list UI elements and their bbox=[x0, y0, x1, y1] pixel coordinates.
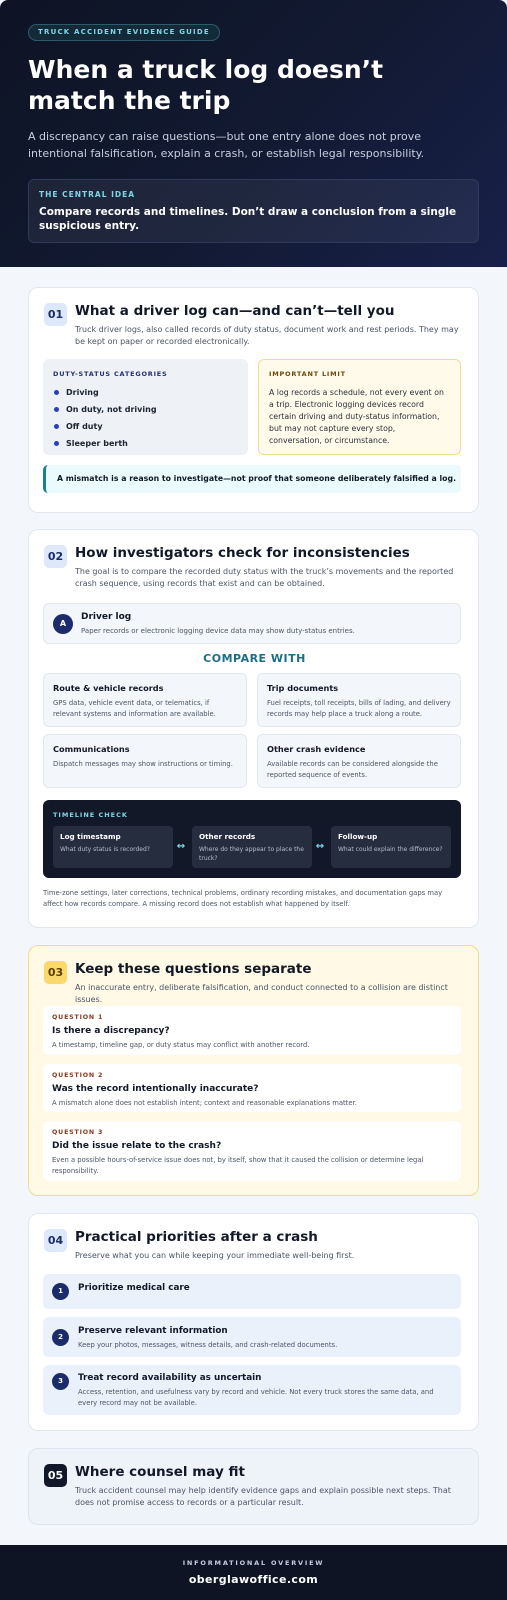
evidence-card-other bbox=[257, 734, 461, 788]
timeline-label: TIMELINE CHECK bbox=[53, 811, 128, 819]
section-number: 02 bbox=[44, 545, 67, 568]
step-desc: What duty status is recorded? bbox=[60, 846, 150, 853]
priority-item-1 bbox=[43, 1274, 461, 1309]
section-subtitle: Preserve what you can while keeping your immediate well-being first. bbox=[75, 1251, 355, 1260]
timeline-check-panel bbox=[43, 800, 461, 878]
double-arrow-icon: ↔ bbox=[315, 841, 325, 852]
section-title: Practical priorities after a crash bbox=[75, 1229, 318, 1245]
question-card-3 bbox=[43, 1121, 461, 1181]
duty-status-box bbox=[43, 359, 248, 455]
list-item: Sleeper berth bbox=[53, 435, 238, 452]
duty-status-label: DUTY-STATUS CATEGORIES bbox=[53, 370, 168, 378]
section-investigation-check bbox=[28, 529, 479, 928]
section-number: 01 bbox=[44, 303, 67, 326]
central-idea-label: THE CENTRAL IDEA bbox=[39, 190, 136, 199]
section-subtitle: An inaccurate entry, deliberate falsification, and conduct connected to a collision are distinct issues. bbox=[75, 983, 448, 1004]
priority-desc: Keep your photos, messages, witness details, and crash-related documents. bbox=[78, 1341, 338, 1349]
central-idea-box bbox=[28, 179, 479, 243]
evidence-card-route bbox=[43, 673, 247, 727]
question-card-2 bbox=[43, 1064, 461, 1112]
important-limit-box bbox=[258, 359, 461, 455]
timeline-step-followup bbox=[331, 826, 451, 868]
central-idea-text: Compare records and timelines. Don’t draw a conclusion from a single suspicious entry. bbox=[39, 206, 457, 232]
priority-title: Prioritize medical care bbox=[78, 1283, 190, 1293]
footer-site-link[interactable]: oberglawoffice.com bbox=[188, 1573, 319, 1586]
hero-banner bbox=[0, 0, 507, 267]
question-title: Was the record intentionally inaccurate? bbox=[52, 1084, 259, 1094]
question-desc: A timestamp, timeline gap, or duty status may conflict with another record. bbox=[52, 1041, 310, 1049]
section-driver-log-limits bbox=[28, 287, 479, 513]
step-title: Other records bbox=[199, 832, 256, 841]
section-subtitle: Truck driver logs, also called records of duty status, document work and rest periods. They may be kept on paper or recorded electronically. bbox=[75, 325, 459, 346]
question-desc: A mismatch alone does not establish intent; context and reasonable explanations matter. bbox=[52, 1099, 357, 1107]
page-title: When a truck log doesn’t match the trip bbox=[28, 55, 384, 115]
list-item: On duty, not driving bbox=[53, 401, 238, 418]
section-subtitle: Truck accident counsel may help identify evidence gaps and explain possible next steps. That does not promise access to records or a particular result. bbox=[75, 1486, 451, 1507]
section-number: 03 bbox=[44, 961, 67, 984]
question-label: QUESTION 1 bbox=[52, 1014, 104, 1021]
section-number: 04 bbox=[44, 1229, 67, 1252]
hero-subtitle: A discrepancy can raise questions—but one entry alone does not prove intentional falsification, explain a crash, or establish legal responsibility. bbox=[28, 130, 425, 160]
priority-desc: Access, retention, and usefulness vary by record and vehicle. Not every truck stores the same data, and every record may not be available. bbox=[78, 1388, 434, 1407]
records-note: Time-zone settings, later corrections, technical problems, ordinary recording mistakes, and documentation gaps may affect how records compare. A missing record does not establish what happened by itself. bbox=[43, 889, 443, 908]
evidence-title: Other crash evidence bbox=[267, 744, 366, 754]
evidence-title: Route & vehicle records bbox=[53, 683, 164, 693]
important-limit-label: IMPORTANT LIMIT bbox=[269, 370, 346, 378]
priority-title: Treat record availability as uncertain bbox=[78, 1373, 262, 1383]
timeline-step-log bbox=[53, 826, 173, 868]
section-practical-priorities bbox=[28, 1213, 479, 1431]
step-title: Log timestamp bbox=[60, 832, 121, 841]
priority-number: 1 bbox=[52, 1283, 69, 1300]
priority-title: Preserve relevant information bbox=[78, 1326, 228, 1336]
question-label: QUESTION 3 bbox=[52, 1129, 104, 1136]
section-title: How investigators check for inconsistencies bbox=[75, 545, 410, 561]
evidence-desc: Fuel receipts, toll receipts, bills of lading, and delivery records may help place a truck along a route. bbox=[267, 699, 451, 718]
section-separate-questions bbox=[28, 945, 479, 1196]
list-item: Driving bbox=[53, 384, 238, 401]
section-title: Where counsel may fit bbox=[75, 1464, 245, 1480]
section-title: Keep these questions separate bbox=[75, 961, 312, 977]
section-subtitle: The goal is to compare the recorded duty status with the truck’s movements and the reported crash sequence, using records that exist and can be obtained. bbox=[75, 567, 454, 588]
important-limit-text: A log records a schedule, not every event on a trip. Electronic logging devices record certain driving and duty-status information, but may not capture every stop, conversation, or circumstance. bbox=[269, 388, 444, 445]
timeline-step-other bbox=[192, 826, 312, 868]
evidence-title: Communications bbox=[53, 744, 130, 754]
priority-item-3 bbox=[43, 1365, 461, 1415]
step-title: Follow-up bbox=[338, 832, 378, 841]
question-label: QUESTION 2 bbox=[52, 1072, 104, 1079]
evidence-title: Trip documents bbox=[267, 683, 339, 693]
priority-number: 2 bbox=[52, 1329, 69, 1346]
double-arrow-icon: ↔ bbox=[176, 841, 186, 852]
duty-status-list bbox=[53, 384, 238, 452]
section-number: 05 bbox=[44, 1464, 67, 1487]
question-title: Did the issue relate to the crash? bbox=[52, 1141, 222, 1151]
step-desc: What could explain the difference? bbox=[338, 846, 443, 853]
section-title: What a driver log can—and can’t—tell you bbox=[75, 303, 395, 319]
evidence-desc: GPS data, vehicle event data, or telematics, if relevant systems and information are available. bbox=[53, 699, 216, 718]
evidence-desc: Available records can be considered alongside the reported sequence of events. bbox=[267, 760, 438, 779]
step-desc: Where do they appear to place the truck? bbox=[199, 846, 304, 862]
guide-badge: TRUCK ACCIDENT EVIDENCE GUIDE bbox=[28, 24, 220, 41]
evidence-card-communications bbox=[43, 734, 247, 788]
section-counsel bbox=[28, 1448, 479, 1525]
driver-log-title: Driver log bbox=[81, 612, 132, 622]
footer-label: INFORMATIONAL OVERVIEW bbox=[182, 1559, 325, 1567]
compare-with-heading: COMPARE WITH bbox=[203, 652, 306, 665]
evidence-card-trip bbox=[257, 673, 461, 727]
avatar: A bbox=[53, 614, 73, 634]
evidence-desc: Dispatch messages may show instructions or timing. bbox=[53, 760, 233, 768]
mismatch-callout: A mismatch is a reason to investigate—not proof that someone deliberately falsified a log. bbox=[43, 465, 461, 493]
driver-log-desc: Paper records or electronic logging device data may show duty-status entries. bbox=[81, 627, 355, 635]
driver-log-row bbox=[43, 603, 461, 644]
question-desc: Even a possible hours-of-service issue does not, by itself, show that it caused the collision or determine legal responsibility. bbox=[52, 1156, 424, 1175]
priority-number: 3 bbox=[52, 1373, 69, 1390]
list-item: Off duty bbox=[53, 418, 238, 435]
priority-item-2 bbox=[43, 1317, 461, 1357]
question-card-1 bbox=[43, 1006, 461, 1055]
question-title: Is there a discrepancy? bbox=[52, 1026, 170, 1036]
footer bbox=[0, 1545, 507, 1600]
